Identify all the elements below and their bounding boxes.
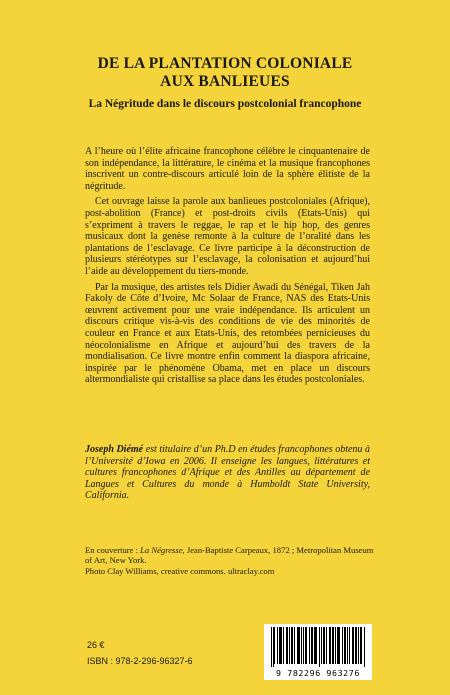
barcode-bar	[326, 627, 327, 664]
barcode-bar	[299, 627, 300, 664]
barcode-bar	[306, 627, 307, 664]
barcode-bar	[301, 627, 302, 664]
barcode-bar	[287, 627, 288, 664]
barcode-bar	[309, 627, 310, 664]
barcode-bar	[274, 627, 275, 664]
barcode-bar	[311, 627, 312, 664]
blurb-paragraph-3: Par la musique, des artistes tels Didier Awadi du Sénégal, Tiken Jah Fakoly de Côte d’Ivoire, Mc Solaar de France, NAS des Etats-Unis œuvrent activement pour une vraie indépendance. Ils articulent un discours critique vis-à-vis des conditions de vie des minorités de couleur en France et aux Etats-Unis, des retombées pernicieuses du néocolonialisme en Afrique et aujourd’hui des travers de la mondialisation. Ce livre montre enfin comment la diaspora africaine, inspirée par le phénomène Obama, met en place un discours altermondialiste qui cristallise sa place dans les études postcoloniales.	[85, 281, 370, 386]
barcode-bar	[305, 627, 306, 664]
barcode-bar	[297, 627, 298, 664]
barcode-bar	[337, 627, 338, 664]
barcode-bar	[294, 627, 295, 664]
barcode-bar	[338, 627, 339, 664]
barcode-bar	[344, 627, 345, 664]
barcode-bar	[364, 627, 365, 667]
barcode-bar	[292, 627, 293, 664]
barcode-bar	[273, 627, 274, 667]
credit-work-title: La Négresse	[140, 545, 183, 555]
blurb-paragraph-2: Cet ouvrage laisse la parole aux banlieues postcoloniales (Afrique), post-abolition (France) et post-droits civils (Etats-Unis) qui s’expriment à travers le reggae, le rap et le hip hop, des genres musicaux dont la genèse remonte à la culture de l’oralité dans les plantations de l’esclavage. Ce livre participe à la déconstruction de plusieurs stéréotypes sur l’esclavage, la colonisation et aujourd’hui l’aide au développement du tiers-monde.	[85, 196, 370, 277]
barcode-bar	[280, 627, 281, 664]
barcode-bar	[342, 627, 343, 664]
barcode-bar	[323, 627, 324, 664]
barcode-bar	[277, 627, 278, 664]
credit-prefix: En couverture :	[85, 545, 141, 555]
author-bio	[85, 444, 370, 502]
barcode-digits: 9 782296 963276	[276, 668, 360, 678]
author-name: Joseph Diémé	[85, 444, 144, 455]
barcode-bar	[347, 627, 348, 664]
barcode-bar	[335, 627, 336, 664]
barcode-bar	[324, 627, 325, 664]
barcode-bar	[286, 627, 287, 664]
barcode-bar	[321, 627, 322, 664]
isbn: ISBN : 978-2-296-96327-6	[87, 656, 193, 666]
barcode-bar	[360, 627, 361, 664]
barcode-bar	[349, 627, 350, 664]
book-title	[40, 55, 410, 91]
barcode-bar	[339, 627, 340, 664]
barcode-bar	[298, 627, 299, 664]
barcode	[264, 624, 372, 680]
barcode-bar	[303, 627, 304, 664]
title-line-2: AUX BANLIEUES	[160, 73, 290, 90]
blurb-paragraph-1: A l’heure où l’élite africaine francophone célèbre le cinquantenaire de son indépendance, la littérature, le cinéma et la musique francophones inscrivent un contre-discours articulé loin de la sphère élitiste de la négritude.	[85, 146, 370, 192]
barcode-bar	[314, 627, 315, 664]
barcode-bar	[353, 627, 354, 664]
price: 26 €	[87, 640, 105, 650]
barcode-bar	[281, 627, 282, 664]
cover-credit-line	[85, 545, 375, 566]
credit-rest: , Jean-Baptiste Carpeaux, 1872 ; Metropolitan Museum of Art, New York.	[85, 545, 374, 566]
barcode-bar	[330, 627, 331, 664]
barcode-bar	[312, 627, 313, 664]
photo-credit: Photo Clay Williams, creative commons. ultraclay.com	[85, 565, 275, 576]
title-line-1: DE LA PLANTATION COLONIALE	[97, 55, 353, 72]
barcode-bar	[279, 627, 280, 664]
barcode-bar	[291, 627, 292, 664]
blurb	[85, 146, 370, 390]
barcode-bar	[289, 627, 290, 664]
barcode-bar	[332, 627, 333, 664]
barcode-bar	[319, 627, 320, 667]
barcode-bar	[271, 627, 272, 667]
book-subtitle: La Négritude dans le discours postcolonial francophone	[88, 98, 362, 110]
barcode-bar	[333, 627, 334, 664]
barcode-bar	[352, 627, 353, 664]
barcode-bar	[316, 627, 317, 664]
barcode-bar	[345, 627, 346, 664]
barcode-bar	[283, 627, 284, 664]
author-bio-text: est titulaire d’un Ph.D en études francophones obtenu à l’Université d’Iowa en 2006. Il enseigne les langues, littératures et cultures francophones d’Afrique et des Antilles au département de Langues et Cultures du monde à Humboldt State University, California.	[85, 444, 371, 502]
barcode-bar	[329, 627, 330, 664]
barcode-bar	[358, 627, 359, 664]
barcode-bar	[361, 627, 362, 664]
cover-credits	[85, 545, 375, 576]
barcode-bars	[271, 627, 365, 667]
barcode-bar	[355, 627, 356, 664]
barcode-bar	[356, 627, 357, 664]
barcode-bar	[315, 627, 316, 664]
